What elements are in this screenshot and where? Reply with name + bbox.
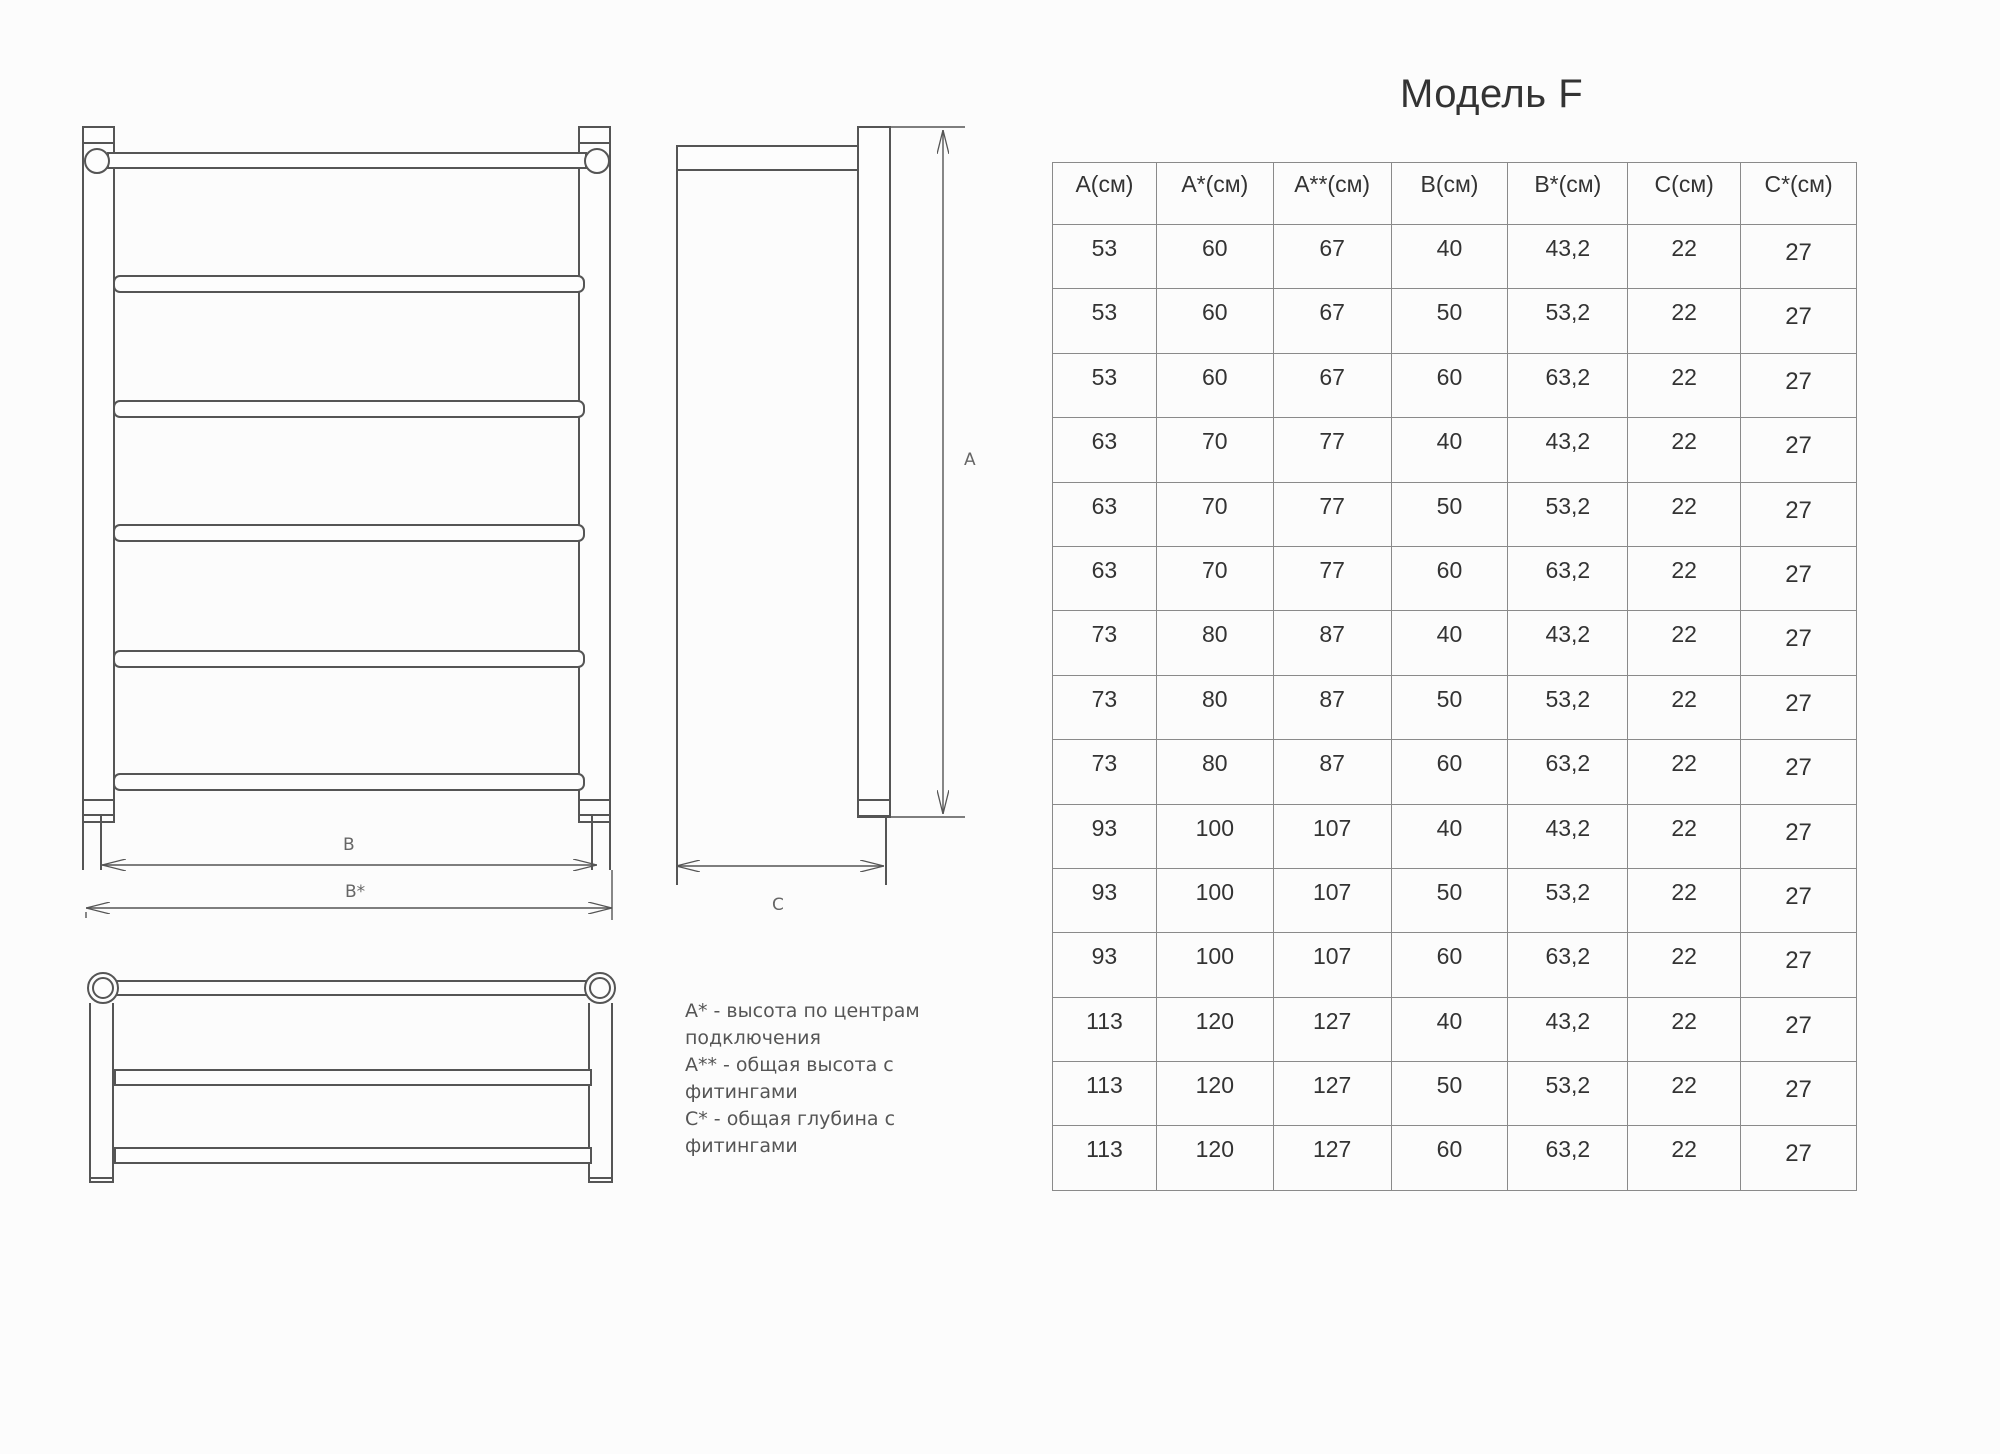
dimension-label-b: B — [343, 835, 355, 855]
table-row — [1053, 933, 1857, 997]
table-cell: 73 — [1053, 611, 1157, 675]
legend-line: C* - общая глубина с — [685, 1108, 896, 1130]
table-cell: 27 — [1741, 611, 1857, 675]
table-cell: 63 — [1053, 482, 1157, 546]
column-header: C*(см) — [1741, 163, 1857, 225]
table-header — [1053, 163, 1857, 225]
table-cell: 27 — [1741, 868, 1857, 932]
column-header: C(см) — [1628, 163, 1741, 225]
table-row — [1053, 546, 1857, 610]
table-cell: 27 — [1741, 740, 1857, 804]
table-cell: 113 — [1053, 1126, 1157, 1190]
table-cell: 80 — [1156, 740, 1273, 804]
column-header: A**(см) — [1273, 163, 1391, 225]
table-cell: 22 — [1628, 675, 1741, 739]
table-row — [1053, 1062, 1857, 1126]
table-cell: 107 — [1273, 933, 1391, 997]
column-header: B(см) — [1391, 163, 1508, 225]
table-cell: 60 — [1391, 1126, 1508, 1190]
table-cell: 77 — [1273, 546, 1391, 610]
table-cell: 27 — [1741, 546, 1857, 610]
table-body — [1053, 225, 1857, 1191]
legend-line: A** - общая высота с — [685, 1054, 894, 1076]
table-cell: 100 — [1156, 933, 1273, 997]
table-cell: 53,2 — [1508, 1062, 1628, 1126]
table-cell: 22 — [1628, 933, 1741, 997]
table-cell: 40 — [1391, 611, 1508, 675]
table-cell: 53,2 — [1508, 868, 1628, 932]
table-cell: 113 — [1053, 1062, 1157, 1126]
legend-line: фитингами — [685, 1135, 798, 1157]
table-cell: 43,2 — [1508, 804, 1628, 868]
table-row — [1053, 997, 1857, 1061]
table-row — [1053, 289, 1857, 353]
table-cell: 27 — [1741, 675, 1857, 739]
table-cell: 120 — [1156, 1062, 1273, 1126]
table-cell: 43,2 — [1508, 997, 1628, 1061]
table-cell: 53,2 — [1508, 675, 1628, 739]
side-view-drawing — [677, 127, 890, 885]
table-cell: 80 — [1156, 611, 1273, 675]
table-cell: 63 — [1053, 418, 1157, 482]
table-cell: 63,2 — [1508, 933, 1628, 997]
table-cell: 60 — [1156, 225, 1273, 289]
table-cell: 27 — [1741, 289, 1857, 353]
dimensions-table — [1052, 162, 1857, 1191]
table-cell: 27 — [1741, 482, 1857, 546]
table-cell: 40 — [1391, 804, 1508, 868]
legend-line: фитингами — [685, 1081, 798, 1103]
table-cell: 50 — [1391, 289, 1508, 353]
dimension-label-b-star: B* — [345, 882, 366, 902]
table-cell: 27 — [1741, 418, 1857, 482]
table-cell: 67 — [1273, 289, 1391, 353]
table-row — [1053, 740, 1857, 804]
top-view-drawing — [88, 973, 615, 1182]
legend-line: подключения — [685, 1027, 821, 1049]
table-cell: 127 — [1273, 1062, 1391, 1126]
legend-line: A* - высота по центрам — [685, 1000, 920, 1022]
table-cell: 63,2 — [1508, 546, 1628, 610]
table-cell: 43,2 — [1508, 611, 1628, 675]
dimension-label-c: C — [772, 895, 784, 915]
table-cell: 93 — [1053, 868, 1157, 932]
table-cell: 27 — [1741, 997, 1857, 1061]
table-cell: 27 — [1741, 1062, 1857, 1126]
table-cell: 87 — [1273, 675, 1391, 739]
table-cell: 77 — [1273, 418, 1391, 482]
table-cell: 87 — [1273, 740, 1391, 804]
table-cell: 93 — [1053, 804, 1157, 868]
table-cell: 50 — [1391, 482, 1508, 546]
front-view-drawing — [83, 127, 610, 870]
table-cell: 107 — [1273, 868, 1391, 932]
table-cell: 40 — [1391, 418, 1508, 482]
table-cell: 22 — [1628, 546, 1741, 610]
column-header: B*(см) — [1508, 163, 1628, 225]
table-cell: 120 — [1156, 1126, 1273, 1190]
table-cell: 53 — [1053, 353, 1157, 417]
table-cell: 67 — [1273, 353, 1391, 417]
table-cell: 27 — [1741, 225, 1857, 289]
table-cell: 43,2 — [1508, 418, 1628, 482]
table-cell: 73 — [1053, 675, 1157, 739]
table-cell: 63,2 — [1508, 353, 1628, 417]
table-cell: 27 — [1741, 804, 1857, 868]
table-cell: 77 — [1273, 482, 1391, 546]
table-cell: 50 — [1391, 868, 1508, 932]
table-row — [1053, 675, 1857, 739]
page-title: Модель F — [1400, 72, 1584, 116]
table-cell: 50 — [1391, 1062, 1508, 1126]
table-cell: 60 — [1156, 289, 1273, 353]
table-cell: 60 — [1391, 740, 1508, 804]
table-cell: 50 — [1391, 675, 1508, 739]
table-cell: 22 — [1628, 804, 1741, 868]
table-cell: 73 — [1053, 740, 1157, 804]
table-cell: 60 — [1391, 933, 1508, 997]
table-cell: 63,2 — [1508, 1126, 1628, 1190]
table-cell: 67 — [1273, 225, 1391, 289]
table-cell: 22 — [1628, 1062, 1741, 1126]
table-cell: 120 — [1156, 997, 1273, 1061]
table-cell: 70 — [1156, 482, 1273, 546]
table-cell: 22 — [1628, 353, 1741, 417]
table-cell: 100 — [1156, 868, 1273, 932]
table-cell: 113 — [1053, 997, 1157, 1061]
table-cell: 60 — [1391, 353, 1508, 417]
table-cell: 100 — [1156, 804, 1273, 868]
table-cell: 22 — [1628, 482, 1741, 546]
table-cell: 70 — [1156, 546, 1273, 610]
header-row — [1053, 163, 1857, 225]
table-row — [1053, 868, 1857, 932]
table-row — [1053, 353, 1857, 417]
table-cell: 127 — [1273, 997, 1391, 1061]
table-cell: 27 — [1741, 1126, 1857, 1190]
side-view-dimensions — [676, 127, 965, 866]
table-cell: 80 — [1156, 675, 1273, 739]
table-cell: 22 — [1628, 868, 1741, 932]
table-cell: 22 — [1628, 1126, 1741, 1190]
table-cell: 22 — [1628, 611, 1741, 675]
table-cell: 93 — [1053, 933, 1157, 997]
table-cell: 22 — [1628, 418, 1741, 482]
table-row — [1053, 611, 1857, 675]
table-cell: 63 — [1053, 546, 1157, 610]
table-cell: 60 — [1391, 546, 1508, 610]
table-cell: 40 — [1391, 225, 1508, 289]
table-cell: 27 — [1741, 353, 1857, 417]
table-cell: 43,2 — [1508, 225, 1628, 289]
table-cell: 107 — [1273, 804, 1391, 868]
table-cell: 22 — [1628, 997, 1741, 1061]
table-cell: 87 — [1273, 611, 1391, 675]
table-cell: 53,2 — [1508, 482, 1628, 546]
legend-notes — [685, 998, 945, 1160]
table-cell: 53 — [1053, 289, 1157, 353]
column-header: A(см) — [1053, 163, 1157, 225]
table-cell: 40 — [1391, 997, 1508, 1061]
table-cell: 127 — [1273, 1126, 1391, 1190]
table-cell: 60 — [1156, 353, 1273, 417]
table-cell: 53 — [1053, 225, 1157, 289]
table-cell: 22 — [1628, 289, 1741, 353]
table-cell: 53,2 — [1508, 289, 1628, 353]
table-cell: 70 — [1156, 418, 1273, 482]
table-cell: 22 — [1628, 740, 1741, 804]
table-row — [1053, 1126, 1857, 1190]
table-cell: 27 — [1741, 933, 1857, 997]
dimension-label-a: A — [964, 450, 976, 470]
table-row — [1053, 804, 1857, 868]
column-header: A*(см) — [1156, 163, 1273, 225]
table-row — [1053, 225, 1857, 289]
table-cell: 22 — [1628, 225, 1741, 289]
table-row — [1053, 482, 1857, 546]
table-row — [1053, 418, 1857, 482]
table-cell: 63,2 — [1508, 740, 1628, 804]
